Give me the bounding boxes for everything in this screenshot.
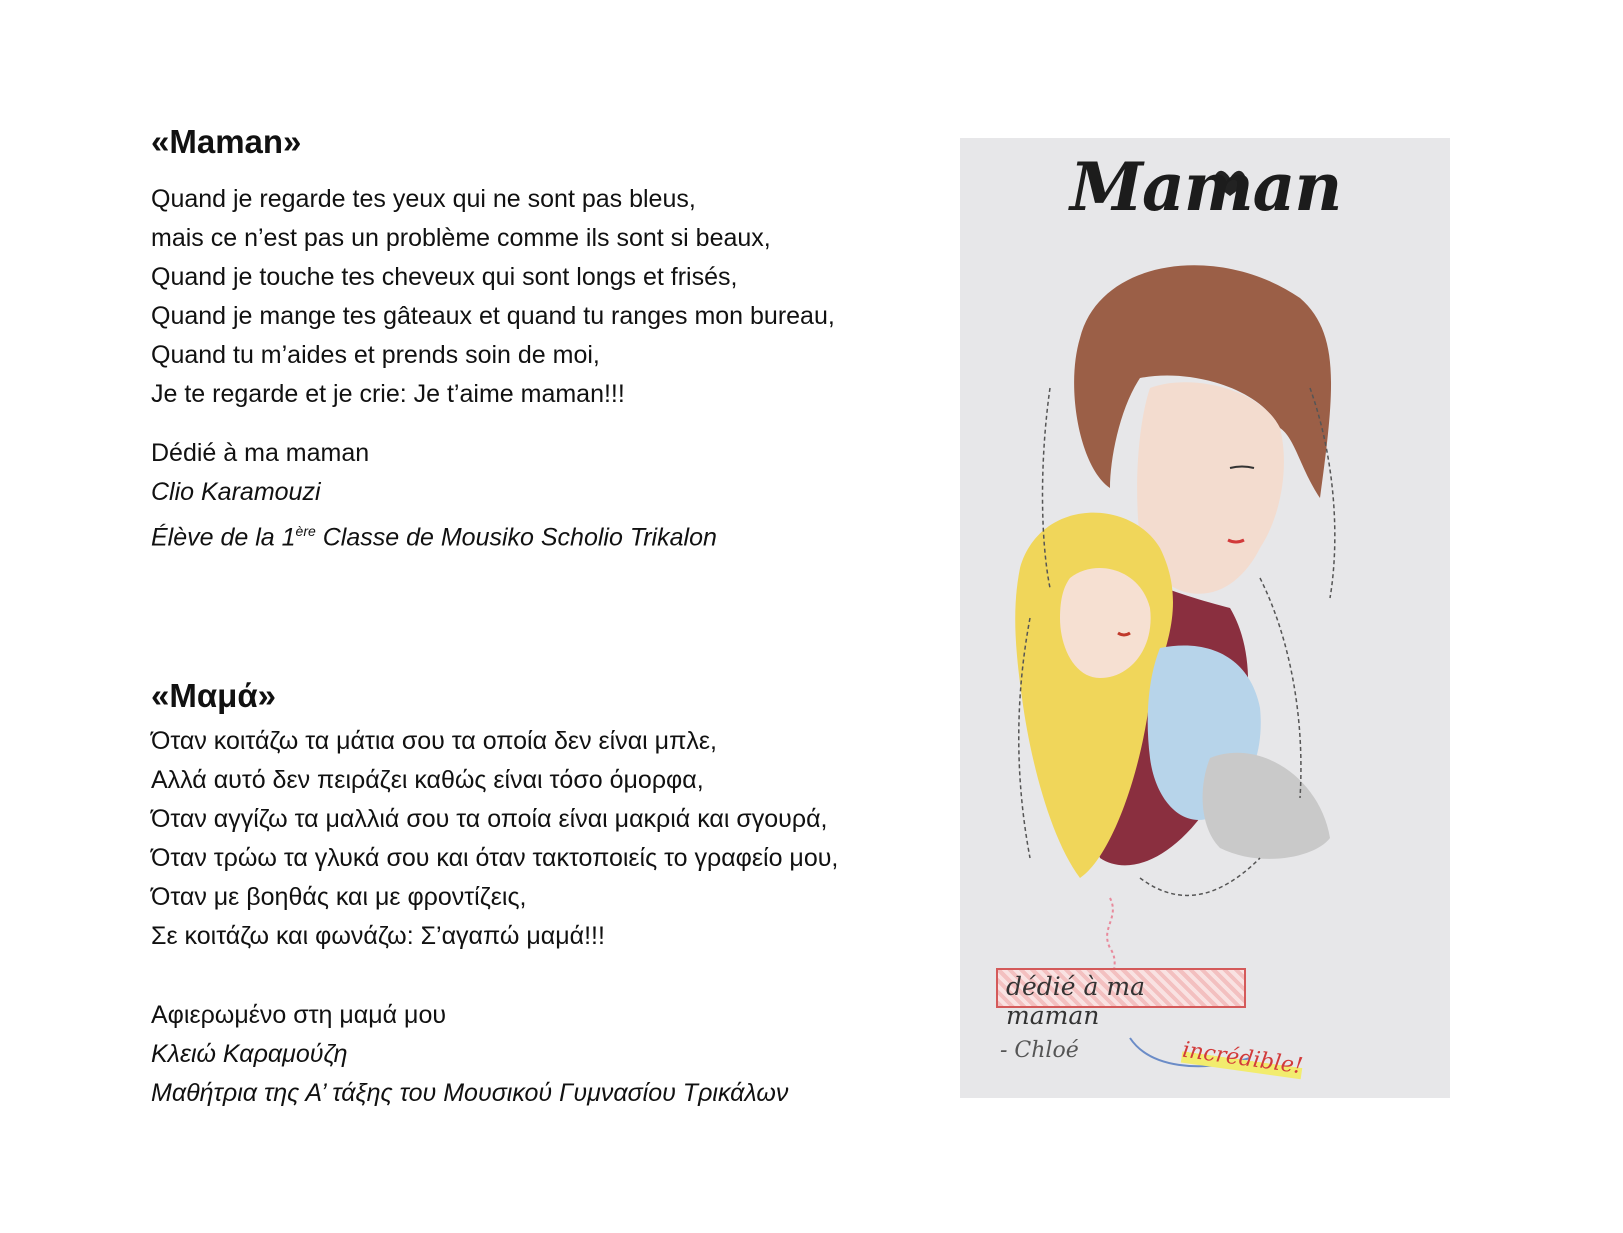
french-line: Je te regarde et je crie: Je t’aime maman!!! — [151, 380, 625, 408]
french-verse — [151, 180, 931, 414]
greek-class: Μαθήτρια της Α’ τάξης του Μουσικού Γυμνασίου Τρικάλων — [151, 1079, 789, 1107]
french-line: mais ce n’est pas un problème comme ils sont si beaux, — [151, 224, 771, 252]
drawing-note: incrédible! — [1180, 1037, 1305, 1080]
drawing-banner — [996, 968, 1246, 1030]
drawing-title: Maman — [1070, 148, 1342, 226]
french-dedication: Dédié à ma maman — [151, 439, 370, 467]
greek-line: Όταν τρώω τα γλυκά σου και όταν τακτοποιείς το γραφείο μου, — [151, 844, 839, 872]
french-line: Quand je touche tes cheveux qui sont longs et frisés, — [151, 263, 738, 291]
greek-line: Σε κοιτάζω και φωνάζω: Σ’αγαπώ μαμά!!! — [151, 922, 605, 950]
french-class — [151, 512, 931, 557]
french-class-superscript: ère — [295, 523, 316, 539]
greek-poem — [151, 672, 931, 1113]
greek-poem-title: «Μαμά» — [151, 677, 276, 714]
greek-dedication: Αφιερωμένο στη μαμά μου — [151, 1001, 447, 1029]
french-class-end: Classe de Mousiko Scholio Trikalon — [315, 523, 717, 552]
french-credits — [151, 434, 931, 557]
french-line: Quand je mange tes gâteaux et quand tu ranges mon bureau, — [151, 302, 835, 330]
greek-line: Όταν με βοηθάς και με φροντίζεις, — [151, 883, 527, 911]
greek-line: Όταν κοιτάζω τα μάτια σου τα οποία δεν είναι μπλε, — [151, 727, 717, 755]
greek-credits — [151, 996, 931, 1113]
french-author: Clio Karamouzi — [151, 478, 321, 506]
greek-author: Κλειώ Καραμούζη — [151, 1040, 348, 1068]
french-line: Quand je regarde tes yeux qui ne sont pas bleus, — [151, 185, 696, 213]
greek-line: Αλλά αυτό δεν πειράζει καθώς είναι τόσο όμορφα, — [151, 766, 704, 794]
french-class-start: Élève de la 1 — [151, 523, 296, 552]
greek-line: Όταν αγγίζω τα μαλλιά σου τα οποία είναι μακριά και σγουρά, — [151, 805, 828, 833]
french-poem — [151, 118, 931, 557]
mother-daughter-drawing — [960, 138, 1450, 1098]
hand-drawn-illustration — [960, 138, 1450, 1098]
greek-verse — [151, 722, 931, 956]
drawing-signature: - Chloé — [1000, 1038, 1079, 1063]
drawing-banner-text: dédié à ma maman — [1006, 972, 1146, 1030]
french-poem-title: «Maman» — [151, 123, 302, 160]
french-line: Quand tu m’aides et prends soin de moi, — [151, 341, 600, 369]
